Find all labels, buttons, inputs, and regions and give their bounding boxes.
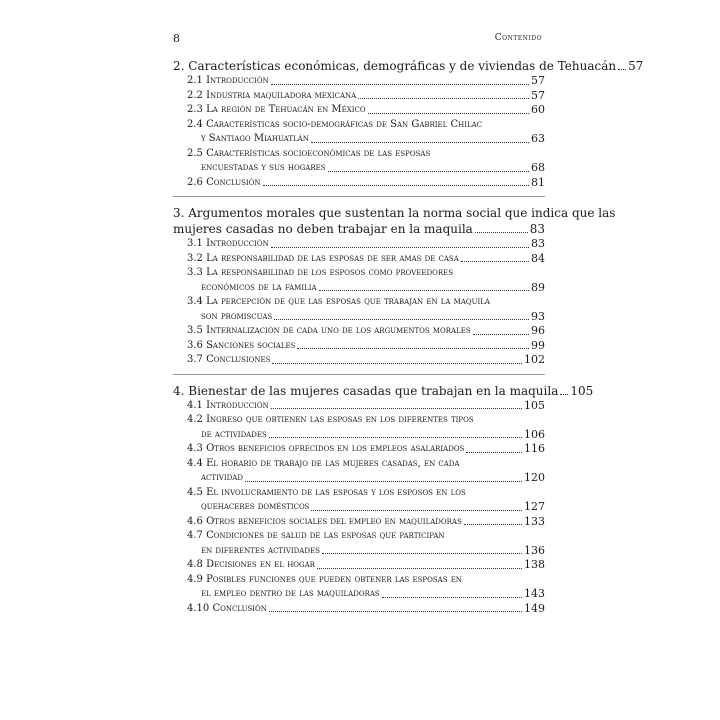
section-title: 3.5 Internalización de cada uno de los argumentos morales: [187, 325, 471, 336]
section-title-continued: [187, 471, 545, 486]
toc-section: [173, 413, 545, 442]
toc-section: [173, 89, 545, 104]
toc-section: [173, 486, 545, 515]
toc-section: [173, 237, 545, 252]
section-title: 4.2 Ingreso que obtienen las esposas en los diferentes tipos: [187, 414, 474, 425]
section-page-ref: 105: [524, 398, 545, 412]
section-title: encuestadas y sus hogares: [201, 162, 326, 173]
section-page-ref: 84: [531, 251, 545, 265]
section-page-ref: 99: [531, 338, 545, 352]
section-title-continued: [187, 310, 545, 325]
toc-section: [173, 558, 545, 573]
section-title-continued: [187, 428, 545, 443]
section-page-ref: 143: [524, 587, 545, 600]
toc-chapter: [173, 205, 616, 368]
dot-leader: [269, 611, 522, 612]
section-page-ref: 133: [524, 514, 545, 528]
dot-leader: [297, 348, 529, 349]
chapter-title-text: mujeres casadas no deben trabajar en la maquila: [173, 222, 473, 236]
section-title: 4.6 Otros beneficios sociales del empleo en maquiladoras: [187, 515, 462, 527]
chapter-title-line: [173, 221, 545, 237]
section-page-ref: 68: [531, 161, 545, 174]
dot-leader: [358, 98, 529, 99]
chapter-title-text: 4. Bienestar de las mujeres casadas que trabajan en la maquila: [173, 383, 559, 398]
section-title-continued: [187, 281, 545, 296]
dot-leader: [475, 232, 528, 233]
section-page-ref: 96: [531, 324, 545, 337]
section-title: el empleo dentro de las maquiladoras: [201, 588, 380, 599]
section-title: 3.6 Sanciones sociales: [187, 339, 296, 351]
section-title: 2.6 Conclusión: [187, 176, 261, 188]
toc-chapter: [173, 383, 594, 617]
dot-leader: [271, 408, 522, 409]
section-page-ref: 57: [531, 88, 545, 102]
toc-section: [173, 602, 545, 617]
dot-leader: [274, 319, 529, 320]
toc-section: [173, 353, 545, 368]
section-page-ref: 106: [524, 427, 545, 441]
chapter-divider: [173, 196, 545, 197]
table-of-contents: [173, 58, 644, 616]
page-number: 8: [173, 32, 180, 45]
toc-section: [173, 399, 545, 414]
chapter-page-ref: 57: [628, 59, 644, 73]
dot-leader: [319, 290, 529, 291]
section-page-ref: 60: [531, 103, 545, 116]
section-title-continued: [187, 132, 545, 147]
dot-leader: [311, 142, 529, 143]
section-title: 4.9 Posibles funciones que pueden obtener las esposas en: [187, 573, 462, 585]
section-title: económicos de la familia: [201, 281, 317, 293]
chapter-page-ref: 83: [529, 222, 545, 236]
section-page-ref: 63: [531, 132, 545, 145]
dot-leader: [317, 568, 522, 569]
toc-section: [173, 339, 545, 354]
section-page-ref: 89: [531, 280, 545, 294]
running-head: Contenido: [494, 33, 542, 43]
section-title: en diferentes actividades: [201, 544, 320, 556]
chapter-title-block: [173, 205, 616, 237]
toc-section: [173, 252, 545, 267]
section-title: 4.8 Decisiones en el hogar: [187, 559, 315, 570]
dot-leader: [382, 597, 522, 598]
dot-leader: [263, 185, 529, 186]
section-title: 4.1 Introducción: [187, 399, 269, 411]
section-page-ref: 57: [531, 74, 545, 87]
section-title: 2.2 Industria maquiladora mexicana: [187, 89, 357, 101]
section-title: 4.7 Condiciones de salud de las esposas que participan: [187, 530, 445, 541]
section-title: 4.3 Otros beneficios ofrecidos en los empleos asalariados: [187, 443, 465, 454]
chapter-page-ref: 105: [570, 383, 594, 398]
toc-section: [173, 324, 545, 339]
section-page-ref: 136: [524, 543, 545, 557]
dot-leader: [322, 553, 522, 554]
section-page-ref: 120: [524, 471, 545, 484]
toc-section: [173, 103, 545, 118]
section-title-continued: [187, 500, 545, 515]
chapter-title-line: 3. Argumentos morales que sustentan la norma social que indica que las: [173, 206, 616, 220]
section-title: quehaceres domésticos: [201, 501, 310, 512]
dot-leader: [461, 261, 529, 262]
section-title-continued: [187, 587, 545, 602]
section-title: 4.4 El horario de trabajo de las mujeres casadas, en cada: [187, 457, 460, 469]
dot-leader: [269, 437, 522, 438]
toc-section: [173, 515, 545, 530]
dot-leader: [464, 524, 522, 525]
toc-section: [173, 118, 545, 147]
toc-section: [173, 266, 545, 295]
chapter-divider: [173, 374, 545, 375]
dot-leader: [466, 452, 522, 453]
dot-leader: [368, 113, 529, 114]
section-title: 4.5 El involucramiento de las esposas y los esposos en los: [187, 486, 466, 498]
dot-leader: [328, 171, 529, 172]
section-title: 3.7 Conclusiones: [187, 354, 271, 365]
section-page-ref: 102: [524, 353, 545, 366]
toc-section: [173, 74, 545, 89]
dot-leader: [245, 481, 522, 482]
dot-leader: [473, 334, 529, 335]
dot-leader: [560, 394, 568, 395]
dot-leader: [272, 363, 522, 364]
section-title: 2.4 Características socio-demográficas de San Gabriel Chilac: [187, 118, 483, 130]
section-page-ref: 81: [531, 175, 545, 189]
section-title: actividad: [201, 472, 243, 483]
section-page-ref: 116: [524, 442, 545, 455]
section-page-ref: 127: [524, 500, 545, 513]
chapter-title-row: [173, 383, 594, 399]
section-title: 2.5 Características socioeconómicas de las esposas: [187, 147, 431, 159]
toc-section: [173, 147, 545, 176]
section-title-continued: [187, 544, 545, 559]
section-page-ref: 149: [524, 601, 545, 615]
toc-chapter: [173, 58, 644, 190]
toc-section: [173, 442, 545, 457]
section-title: y Santiago Miahuatlán: [201, 133, 309, 144]
dot-leader: [271, 84, 529, 85]
section-title: 2.3 La región de Tehuacán en México: [187, 104, 366, 115]
section-title: 3.3 La responsabilidad de los esposos como proveedores: [187, 267, 454, 278]
section-title: 3.2 La responsabilidad de las esposas de ser amas de casa: [187, 252, 459, 264]
section-page-ref: 83: [531, 237, 545, 250]
section-page-ref: 138: [524, 558, 545, 571]
chapter-title-text: 2. Características económicas, demográficas y de viviendas de Tehuacán: [173, 59, 617, 73]
chapter-title-row: [173, 58, 644, 74]
section-title: 3.4 La percepción de que las esposas que trabajan en la maquila: [187, 296, 490, 307]
dot-leader: [271, 247, 529, 248]
section-title-continued: [187, 161, 545, 176]
section-title: 4.10 Conclusión: [187, 602, 267, 614]
section-page-ref: 93: [531, 309, 545, 323]
toc-section: [173, 457, 545, 486]
section-title: 3.1 Introducción: [187, 238, 269, 249]
dot-leader: [618, 69, 626, 70]
toc-section: [173, 573, 545, 602]
toc-section: [173, 176, 545, 191]
dot-leader: [311, 510, 522, 511]
section-title: de actividades: [201, 428, 267, 440]
toc-section: [173, 529, 545, 558]
section-title: 2.1 Introducción: [187, 75, 269, 86]
section-title: son promiscuas: [201, 310, 273, 322]
toc-section: [173, 295, 545, 324]
